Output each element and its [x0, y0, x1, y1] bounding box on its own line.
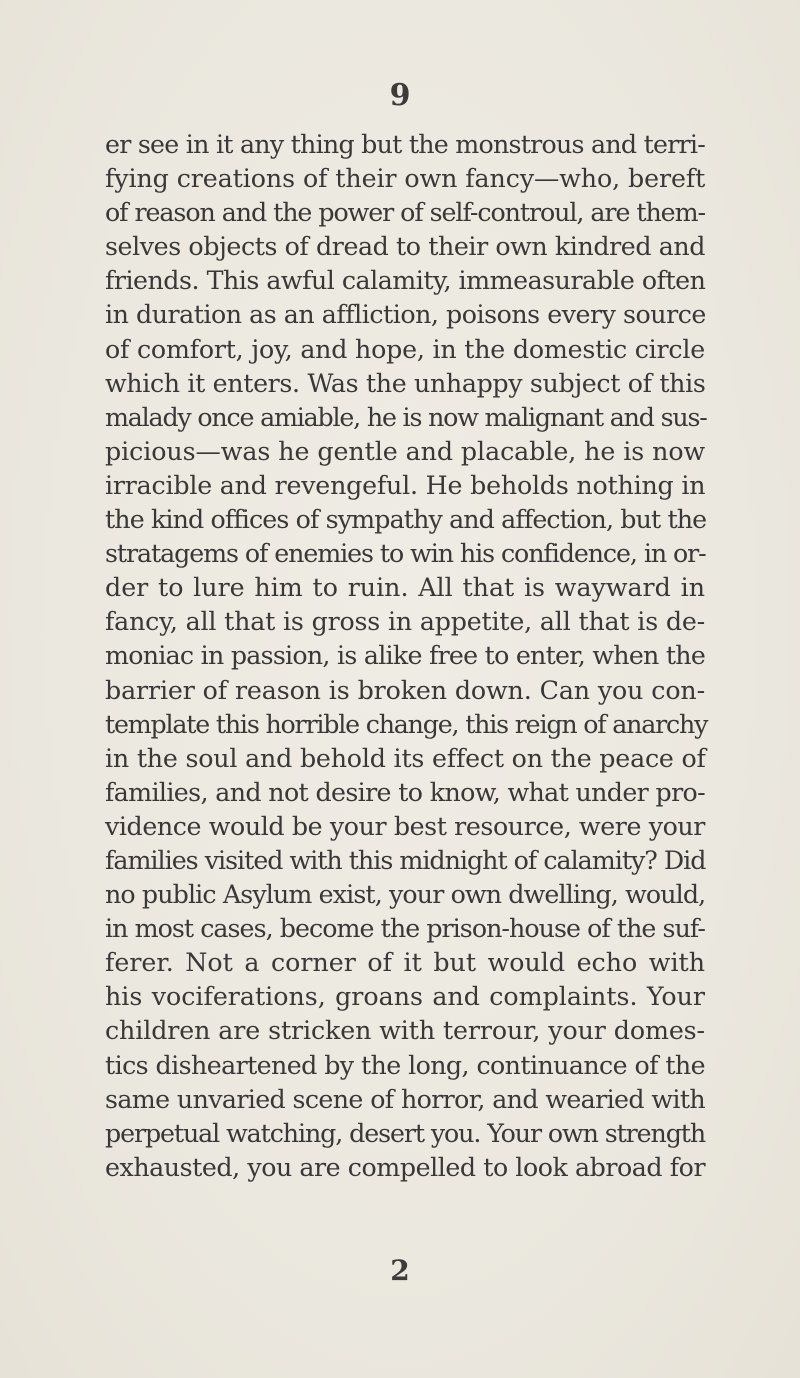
body-text: [105, 128, 708, 1185]
text-line: in most cases, become the prison-house of the suf-: [105, 914, 705, 944]
text-line: families, and not desire to know, what under pro-: [105, 777, 705, 807]
text-line: families visited with this midnight of calamity? Did: [105, 845, 706, 875]
text-line: barrier of reason is broken down. Can you con-: [105, 675, 705, 705]
text-line: his vociferations, groans and complaints. Your: [105, 982, 705, 1012]
text-line: friends. This awful calamity, immeasurable often: [105, 266, 706, 296]
text-line: the kind offices of sympathy and affection, but the: [105, 505, 707, 535]
text-line: perpetual watching, desert you. Your own strength: [105, 1118, 706, 1148]
text-line: fancy, all that is gross in appetite, all that is de-: [105, 607, 705, 637]
text-line: no public Asylum exist, your own dwelling, would,: [105, 880, 706, 910]
text-line: er see in it any thing but the monstrous and terri-: [105, 130, 705, 159]
text-line: moniac in passion, is alike free to enter, when the: [105, 641, 706, 671]
text-line: stratagems of enemies to win his confidence, in or-: [105, 539, 706, 569]
text-line: tics disheartened by the long, continuance of the: [105, 1050, 705, 1080]
text-line: picious—was he gentle and placable, he is now: [105, 436, 706, 466]
page-number: 9: [389, 78, 411, 113]
text-line: irracible and revengeful. He beholds nothing in: [105, 470, 706, 500]
text-line: children are stricken with terrour, your domes-: [105, 1016, 705, 1046]
text-line: malady once amiable, he is now malignant and sus-: [105, 402, 707, 432]
text-line: same unvaried scene of horror, and wearied with: [105, 1084, 705, 1114]
text-line: exhausted, you are compelled to look abroad for: [105, 1152, 706, 1182]
text-line: of reason and the power of self-controul, are them-: [105, 198, 706, 228]
text-line: in the soul and behold its effect on the peace of: [105, 743, 706, 773]
signature-mark: 2: [390, 1254, 410, 1287]
text-line: which it enters. Was the unhappy subject of this: [105, 368, 706, 398]
text-line: fying creations of their own fancy—who, bereft: [105, 164, 706, 194]
text-line: ferer. Not a corner of it but would echo with: [105, 948, 705, 978]
text-line: in duration as an affliction, poisons every source: [105, 300, 706, 330]
text-line: selves objects of dread to their own kindred and: [105, 232, 706, 262]
text-line: template this horrible change, this reign of anarchy: [105, 709, 708, 739]
text-line: of comfort, joy, and hope, in the domestic circle: [105, 334, 705, 364]
text-line: vidence would be your best resource, were your: [105, 811, 705, 841]
text-line: der to lure him to ruin. All that is wayward in: [105, 573, 705, 603]
